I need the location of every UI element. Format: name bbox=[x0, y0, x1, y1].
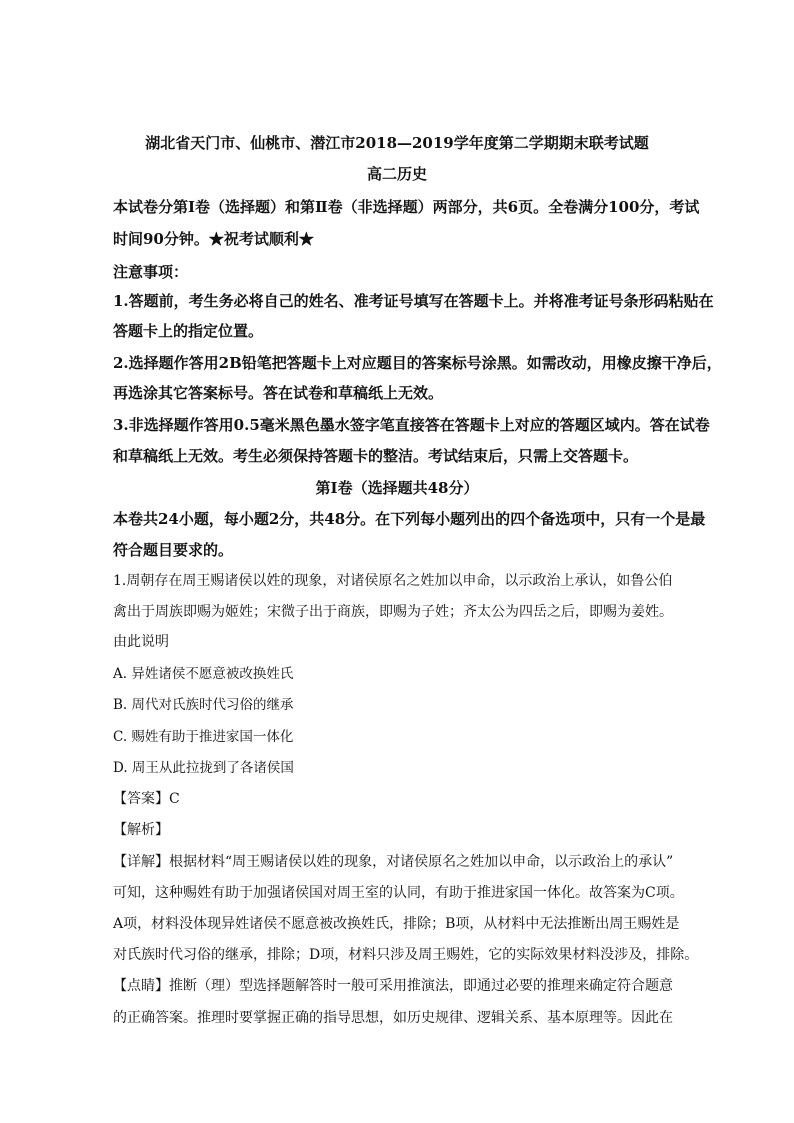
note-line: 3.非选择题作答用0.5毫米黑色墨水签字笔直接答在答题卡上对应的答题区域内。答在试卷 bbox=[113, 416, 710, 434]
analysis-line: A项，材料没体现异姓诸侯不愿意被改换姓氏，排除；B项，从材料中无法推断出周王赐姓是 bbox=[113, 916, 680, 932]
section-intro-line: 本卷共24小题，每小题2分，共48分。在下列每小题列出的四个备选项中，只有一个是最 bbox=[113, 510, 706, 528]
analysis-line: 可知，这种赐姓有助于加强诸侯国对周王室的认同，有助于推进家国一体化。故答案为C项。 bbox=[113, 885, 684, 901]
analysis-line: 的正确答案。推理时要掌握正确的指导思想，如历史规律、逻辑关系、基本原理等。因此在 bbox=[113, 1010, 673, 1026]
note-line: 再选涂其它答案标号。答在试卷和草稿纸上无效。 bbox=[113, 384, 444, 402]
note-line: 答题卡上的指定位置。 bbox=[113, 322, 264, 340]
section-title: 第Ⅰ卷（选择题共48分） bbox=[315, 479, 479, 497]
note-line: 1.答题前，考生务必将自己的姓名、准考证号填写在答题卡上。并将准考证号条形码粘贴在 bbox=[113, 292, 714, 310]
section-intro-line: 符合题目要求的。 bbox=[113, 541, 234, 559]
question-stem-line: 禽出于周族即赐为姬姓；宋微子出于商族，即赐为子姓；齐太公为四岳之后，即赐为姜姓。 bbox=[113, 604, 673, 620]
question-stem-line: 由此说明 bbox=[113, 634, 169, 650]
answer-line: 【答案】C bbox=[113, 791, 180, 807]
option-c: C. 赐姓有助于推进家国一体化 bbox=[113, 729, 294, 745]
document-subtitle: 高二历史 bbox=[366, 165, 427, 183]
question-stem-line: 1.周朝存在周王赐诸侯以姓的现象，对诸侯原名之姓加以申命，以示政治上承认，如鲁公伯 bbox=[113, 573, 673, 589]
note-line: 2.选择题作答用2B铅笔把答题卡上对应题目的答案标号涂黑。如需改动，用橡皮擦干净后， bbox=[113, 354, 722, 372]
analysis-line: 【点睛】推断（理）型选择题解答时一般可采用推演法，即通过必要的推理来确定符合题意 bbox=[113, 978, 673, 994]
intro-line: 本试卷分第Ⅰ卷（选择题）和第Ⅱ卷（非选择题）两部分，共6页。全卷满分100分，考试 bbox=[113, 198, 700, 216]
option-a: A. 异姓诸侯不愿意被改换姓氏 bbox=[113, 666, 294, 682]
note-line: 和草稿纸上无效。考生必须保持答题卡的整洁。考试结束后，只需上交答题卡。 bbox=[113, 447, 639, 465]
analysis-line: 【详解】根据材料“周王赐诸侯以姓的现象，对诸侯原名之姓加以申命，以示政治上的承认” bbox=[113, 854, 674, 870]
option-b: B. 周代对氏族时代习俗的继承 bbox=[113, 697, 294, 713]
document-title: 湖北省天门市、仙桃市、潜江市2018—2019学年度第二学期期末联考试题 bbox=[145, 134, 649, 152]
notes-heading: 注意事项： bbox=[113, 263, 189, 281]
option-d: D. 周王从此拉拢到了各诸侯国 bbox=[113, 760, 294, 776]
analysis-line: 对氏族时代习俗的继承，排除；D项，材料只涉及周王赐姓，它的实际效果材料没涉及，排除。 bbox=[113, 947, 699, 963]
intro-line: 时间90分钟。★祝考试顺利★ bbox=[113, 230, 314, 248]
analysis-heading: 【解析】 bbox=[113, 822, 169, 838]
